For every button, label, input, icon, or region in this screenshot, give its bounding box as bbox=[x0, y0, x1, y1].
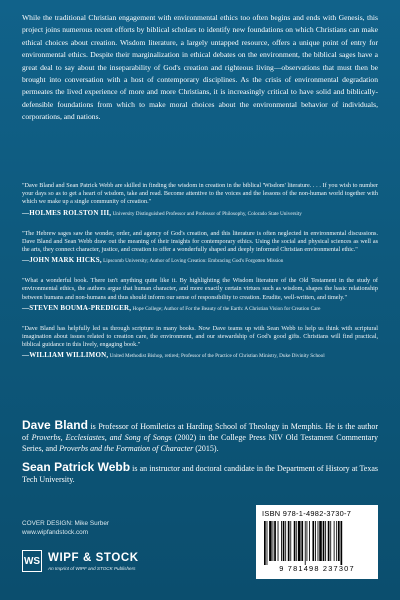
barcode-bar bbox=[281, 521, 282, 561]
publisher-emblem-icon: WS bbox=[22, 550, 42, 572]
barcode-bar bbox=[325, 521, 326, 561]
endorser-affiliation: University Distinguished Professor and Professor of Philosophy, Colorado State University bbox=[111, 210, 302, 217]
author-bio-text: is an instructor and doctoral candidate in the Department of History at Texas Tech University. bbox=[22, 464, 378, 484]
author-bios bbox=[22, 420, 378, 493]
author-name: Sean Patrick Webb bbox=[22, 460, 131, 474]
endorser-name: —JOHN MARK HICKS, bbox=[22, 256, 102, 265]
barcode-bar bbox=[312, 521, 314, 561]
endorsements bbox=[22, 182, 378, 372]
endorsement-quote: "Dave Bland and Sean Patrick Webb are skilled in finding the wisdom in creation in the biblical 'Wisdom' literature. . . . If you wish to number your days so as to get a heart of wisdom, take and read. Become attentive to the voices and the lessons of the non-human world together with which we make up a single community of creation." bbox=[22, 182, 378, 206]
endorsement-rolston bbox=[22, 182, 378, 218]
author-bio-text: (2002) in the College Press NIV Old Testament Commentary Series, and bbox=[22, 433, 378, 453]
author-bio-text: (2015). bbox=[193, 444, 219, 453]
book-title: Proverbs, Ecclesiastes, and Song of Songs bbox=[31, 433, 172, 442]
barcode-bar bbox=[296, 521, 297, 561]
endorsement-attribution bbox=[22, 352, 378, 360]
endorsement-attribution bbox=[22, 210, 378, 218]
endorser-affiliation: Hope College; Author of For the Beauty of the Earth: A Christian Vision for Creation Care bbox=[131, 305, 321, 312]
author-name: Dave Bland bbox=[22, 418, 88, 432]
author-bio-bland bbox=[22, 420, 378, 454]
book-description: While the traditional Christian engagement with environmental ethics too often begins and ends with Genesis, this project joins numerous recent efforts by biblical scholars to identify new foundations on which Christians can make ethical choices about creation. Wisdom literature, a largely untapped resource, offers a unique point of entry for environmental ethics. Despite their marginalization in ethical debates on the environment, the biblical sages have a great deal to say about the inseparability of God's creation and righteous living—observations that must then be brought into conversation with a host of contemporary disciplines. As the crisis of environmental degradation permeates the lived experience of more and more Christians, it is increasingly critical to have solid and biblically-defensible foundations from which to make moral choices about the environmental behavior of individuals, corporations, and nations. bbox=[22, 13, 378, 122]
barcode-bar bbox=[315, 521, 316, 561]
barcode-bar bbox=[341, 521, 343, 565]
ean-digits: 9 781498 237307 bbox=[279, 564, 355, 573]
barcode-bar bbox=[318, 521, 319, 561]
isbn-barcode bbox=[256, 505, 378, 579]
barcode-bar bbox=[309, 521, 310, 561]
endorsement-willimon bbox=[22, 325, 378, 361]
endorsement-quote: "Dave Bland has helpfully led us through scripture in many books. Now Dave teams up with Sean Webb to help us think with scriptural imagination about issues related to creation care, the environment, and our stewardship of God's good gifts. Christians will find practical, biblical guidance in this lively, engaging book." bbox=[22, 324, 378, 349]
endorser-name: —WILLIAM WILLIMON, bbox=[22, 351, 109, 360]
barcode-bar bbox=[334, 521, 335, 561]
barcode-bar bbox=[269, 521, 272, 561]
barcode-bar bbox=[298, 521, 301, 561]
publisher-website: www.wipfandstock.com bbox=[22, 528, 89, 536]
barcode-bar bbox=[273, 521, 274, 561]
endorsement-attribution bbox=[22, 257, 378, 265]
barcode-bar bbox=[274, 521, 276, 561]
endorser-name: —HOLMES ROLSTON III, bbox=[22, 208, 112, 217]
barcode-bar bbox=[294, 521, 296, 561]
barcode-bar bbox=[328, 521, 330, 561]
book-title: Proverbs and the Formation of Character bbox=[59, 444, 194, 453]
barcode-bar bbox=[288, 521, 290, 561]
author-bio-text: is Professor of Homiletics at Harding School of Theology in Memphis. He is the author of bbox=[22, 422, 378, 442]
cover-credits bbox=[22, 520, 109, 537]
barcode-bars-icon bbox=[262, 521, 372, 565]
endorsement-bouma-prediger bbox=[22, 277, 378, 313]
barcode-bar bbox=[290, 521, 291, 561]
cover-design-credit: COVER DESIGN: Mike Surber bbox=[22, 520, 110, 527]
barcode-bar bbox=[267, 521, 268, 565]
barcode-bar bbox=[278, 521, 279, 561]
endorsement-hicks bbox=[22, 230, 378, 266]
publisher-name: WIPF & STOCK bbox=[48, 551, 139, 564]
endorsement-quote: "What a wonderful book. There isn't anything quite like it. By highlighting the Wisdom literature of the Old Testament in the study of environmental ethics, the authors argue that human character, and more exactly certain virtues such as wisdom, shapes the basic relationship between humans and non-humans and thus should inform our sense of responsibility to creation. Erudite, well-written, and timely." bbox=[22, 277, 378, 301]
barcode-bar bbox=[307, 521, 308, 561]
endorsement-quote: "The Hebrew sages saw the wonder, order, and agency of God's creation, and this literature is often neglected in environmental discussions. Dave Bland and Sean Webb draw out the meaning of their insights for contemporary ethics. Using the social and physical sciences as well as the arts, they connect character, justice, and creation to offer a wonderfully shaped and deeply informed Christian environmental ethic." bbox=[22, 229, 378, 254]
barcode-bar bbox=[305, 521, 306, 565]
barcode-bar bbox=[323, 521, 325, 561]
barcode-bar bbox=[283, 521, 285, 561]
endorsement-attribution bbox=[22, 305, 378, 313]
barcode-bar bbox=[301, 521, 303, 561]
barcode-bar bbox=[319, 521, 322, 561]
isbn-number: ISBN 978-1-4982-3730-7 bbox=[262, 509, 352, 518]
endorser-affiliation: United Methodist Bishop, retired; Professor of the Practice of Christian Ministry, Duke Divinity School bbox=[108, 353, 325, 360]
publisher-logo bbox=[22, 548, 192, 574]
barcode-bar bbox=[264, 521, 266, 565]
publisher-text bbox=[48, 552, 139, 571]
barcode-bar bbox=[285, 521, 286, 561]
publisher-tagline: An Imprint of WIPF and STOCK Publishers bbox=[48, 565, 136, 571]
endorser-name: —STEVEN BOUMA-PREDIGER, bbox=[22, 303, 132, 312]
endorser-affiliation: Lipscomb University; Author of Loving Creation: Embracing God's Forgotten Mission bbox=[101, 258, 284, 265]
barcode-bar bbox=[338, 521, 340, 561]
author-bio-webb bbox=[22, 462, 378, 485]
barcode-bar bbox=[336, 521, 337, 561]
barcode-bar bbox=[330, 521, 331, 561]
